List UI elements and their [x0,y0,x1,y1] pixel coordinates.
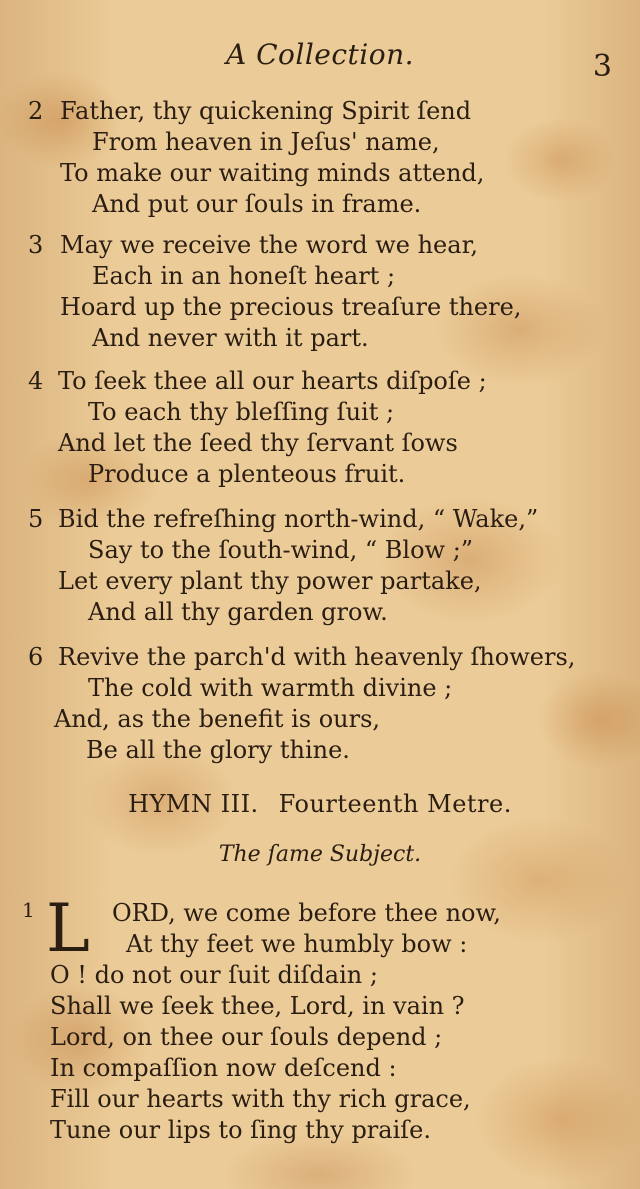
verse-line: Shall we ſeek thee, Lord, in vain ? [50,992,465,1020]
verse-line: Hoard up the precious treaſure there, [60,293,522,321]
verse-line: Tune our lips to ſing thy praiſe. [50,1116,431,1144]
verse-line: May we receive the word we hear, [60,231,479,259]
verse-line: And let the ſeed thy ſervant ſows [58,429,458,457]
hymn-subtitle: The ſame Subject. [218,842,422,867]
verse-line: ORD, we come before thee now, [112,899,501,927]
verse-line: Be all the glory thine. [86,736,350,764]
verse-line: Father, thy quickening Spirit ſend [60,97,472,125]
verse-line: To make our waiting minds attend, [60,159,485,187]
stanza-number: 3 [28,231,44,259]
verse-line: Each in an honeſt heart ; [92,262,396,290]
verse-line: The cold with warmth divine ; [88,674,453,702]
verse-line: Say to the ſouth-wind, “ Blow ;” [88,536,474,564]
verse-line: And, as the benefit is ours, [54,705,381,733]
verse-line: To ſeek thee all our hearts diſpoſe ; [58,367,487,395]
verse-line: Lord, on thee our ſouls depend ; [50,1023,443,1051]
verse-line: O ! do not our ſuit diſdain ; [50,961,378,989]
verse-line: Revive the parch'd with heavenly ſhowers, [58,643,576,671]
verse-line: And all thy garden grow. [88,598,388,626]
verse-line: Fill our hearts with thy rich grace, [50,1085,471,1113]
verse-line: And never with it part. [92,324,369,352]
stanza-number: 5 [28,505,44,533]
hymn-heading [0,790,640,818]
verse-number: 1 [22,898,35,922]
hymn-title: HYMN III. [128,790,259,818]
stanza-number: 2 [28,97,44,125]
verse-line: In compaſſion now deſcend : [50,1054,397,1082]
stanza-number: 4 [28,367,44,395]
verse-line: Let every plant thy power partake, [58,567,482,595]
verse-line: Bid the refreſhing north-wind, “ Wake,” [58,505,539,533]
verse-line: At thy feet we humbly bow : [126,930,468,958]
running-header: A Collection. [225,38,415,71]
verse-line: From heaven in Jeſus' name, [92,128,440,156]
hymn-metre: Fourteenth Metre. [278,790,512,818]
stanza-number: 6 [28,643,44,671]
verse-line: To each thy bleſſing ſuit ; [88,398,395,426]
page-number: 3 [592,49,612,84]
verse-line: Produce a plenteous fruit. [88,460,406,488]
drop-cap: L [46,890,90,967]
verse-line: And put our ſouls in frame. [92,190,422,218]
